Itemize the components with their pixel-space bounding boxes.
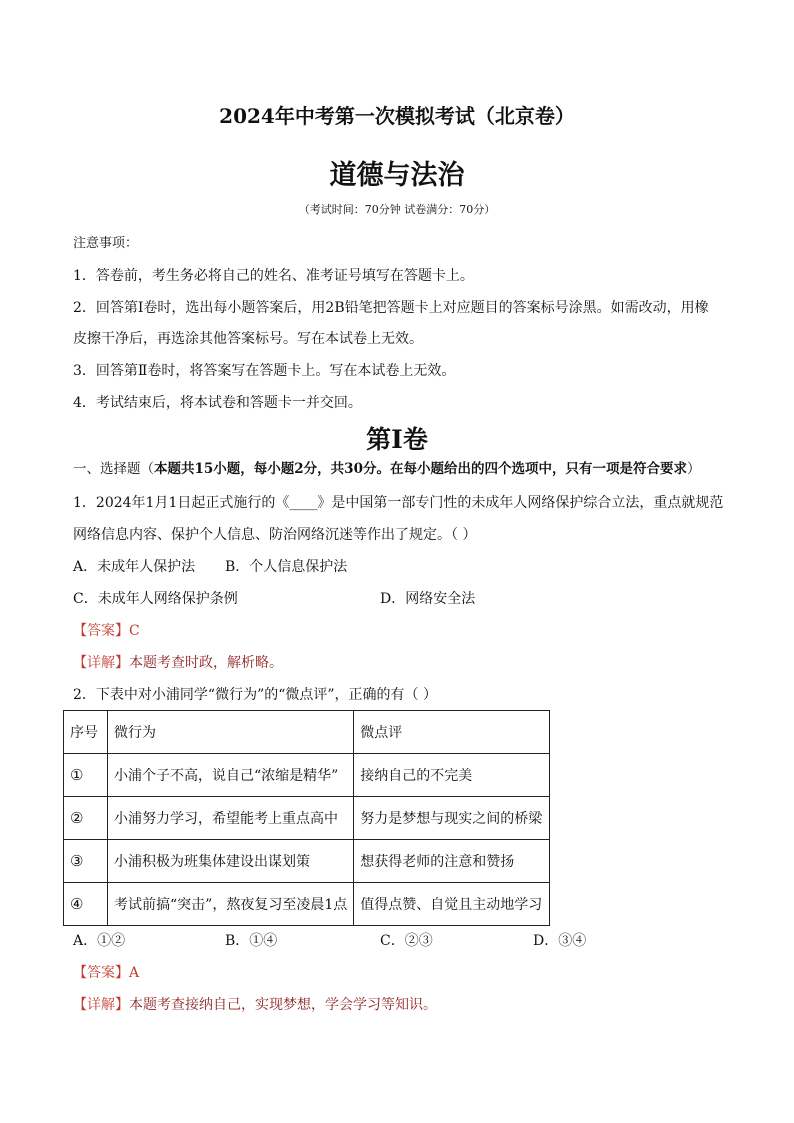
q2-option-a: A．①② <box>73 933 126 949</box>
q2-answer <box>73 964 139 982</box>
detail-text: 本题考查接纳自己，实现梦想，学会学习等知识。 <box>129 997 437 1013</box>
section-suffix: ） <box>686 461 701 477</box>
notice-item: 2．回答第Ⅰ卷时，选出每小题答案后，用2B铅笔把答题卡上对应题目的答案标号涂黑。如需改动，用橡 <box>73 300 709 316</box>
exam-title: 2024年中考第一次模拟考试（北京卷） <box>219 104 575 128</box>
table-row <box>64 883 550 926</box>
q1-option-d: D．网络安全法 <box>380 591 476 607</box>
table-cell: ④ <box>64 883 108 926</box>
notice-item: 1．答卷前，考生务必将自己的姓名、准考证号填写在答题卡上。 <box>73 268 474 284</box>
notice-item: 3．回答第Ⅱ卷时，将答案写在答题卡上。写在本试卷上无效。 <box>73 363 456 379</box>
table-row <box>64 840 550 883</box>
table-header-cell: 微点评 <box>354 711 550 754</box>
answer-value: C <box>129 623 140 639</box>
table-cell: 考试前搞“突击”，熬夜复习至凌晨1点 <box>108 883 354 926</box>
volume-title: 第Ⅰ卷 <box>366 425 428 454</box>
table-header-cell: 序号 <box>64 711 108 754</box>
q2-detail <box>73 996 437 1014</box>
section-prefix: 一、选择题（ <box>73 461 154 477</box>
table-cell: 小浦个子不高，说自己“浓缩是精华” <box>108 754 354 797</box>
table-header-cell: 微行为 <box>108 711 354 754</box>
notice-item: 4．考试结束后，将本试卷和答题卡一并交回。 <box>73 395 362 411</box>
notice-heading: 注意事项： <box>73 236 139 251</box>
answer-tag: 【答案】 <box>73 965 129 981</box>
table-header-row <box>64 711 550 754</box>
q2-option-b: B．①④ <box>225 933 278 949</box>
table-cell: 接纳自己的不完美 <box>354 754 550 797</box>
q1-option-b: B．个人信息保护法 <box>225 559 348 575</box>
table-cell: 小浦努力学习，希望能考上重点高中 <box>108 797 354 840</box>
q1-stem-line: 1．2024年1月1日起正式施行的《____》是中国第一部专门性的未成年人网络保护综合立法，重点就规范 <box>73 495 724 511</box>
detail-tag: 【详解】 <box>73 655 129 671</box>
table-cell: ③ <box>64 840 108 883</box>
q1-stem-line: 网络信息内容、保护个人信息、防治网络沉迷等作出了规定。（ ） <box>73 527 477 543</box>
q1-option-a: A．未成年人保护法 <box>73 559 196 575</box>
q1-answer <box>73 622 140 640</box>
q2-stem: 2．下表中对小浦同学“微行为”的“微点评”，正确的有（ ） <box>73 687 437 703</box>
q2-table <box>63 710 550 926</box>
q1-option-c: C．未成年人网络保护条例 <box>73 591 238 607</box>
q1-detail <box>73 654 283 672</box>
section-bold-text: 本题共15小题，每小题2分，共30分。在每小题给出的四个选项中，只有一项是符合要求 <box>154 461 687 477</box>
table-cell: ② <box>64 797 108 840</box>
table-cell: 努力是梦想与现实之间的桥梁 <box>354 797 550 840</box>
table-cell: 想获得老师的注意和赞扬 <box>354 840 550 883</box>
q2-option-d: D．③④ <box>533 933 587 949</box>
subject-title: 道德与法治 <box>329 160 465 191</box>
table-cell: 小浦积极为班集体建设出谋划策 <box>108 840 354 883</box>
table-cell: 值得点赞、自觉且主动地学习 <box>354 883 550 926</box>
section-heading <box>73 460 700 478</box>
exam-meta: （考试时间：70分钟 试卷满分：70分） <box>298 203 496 216</box>
table-row <box>64 754 550 797</box>
detail-tag: 【详解】 <box>73 997 129 1013</box>
table-row <box>64 797 550 840</box>
answer-tag: 【答案】 <box>73 623 129 639</box>
table-cell: ① <box>64 754 108 797</box>
notice-item: 皮擦干净后，再选涂其他答案标号。写在本试卷上无效。 <box>73 331 423 347</box>
answer-value: A <box>129 965 140 981</box>
detail-text: 本题考查时政，解析略。 <box>129 655 283 671</box>
q2-option-c: C．②③ <box>380 933 433 949</box>
